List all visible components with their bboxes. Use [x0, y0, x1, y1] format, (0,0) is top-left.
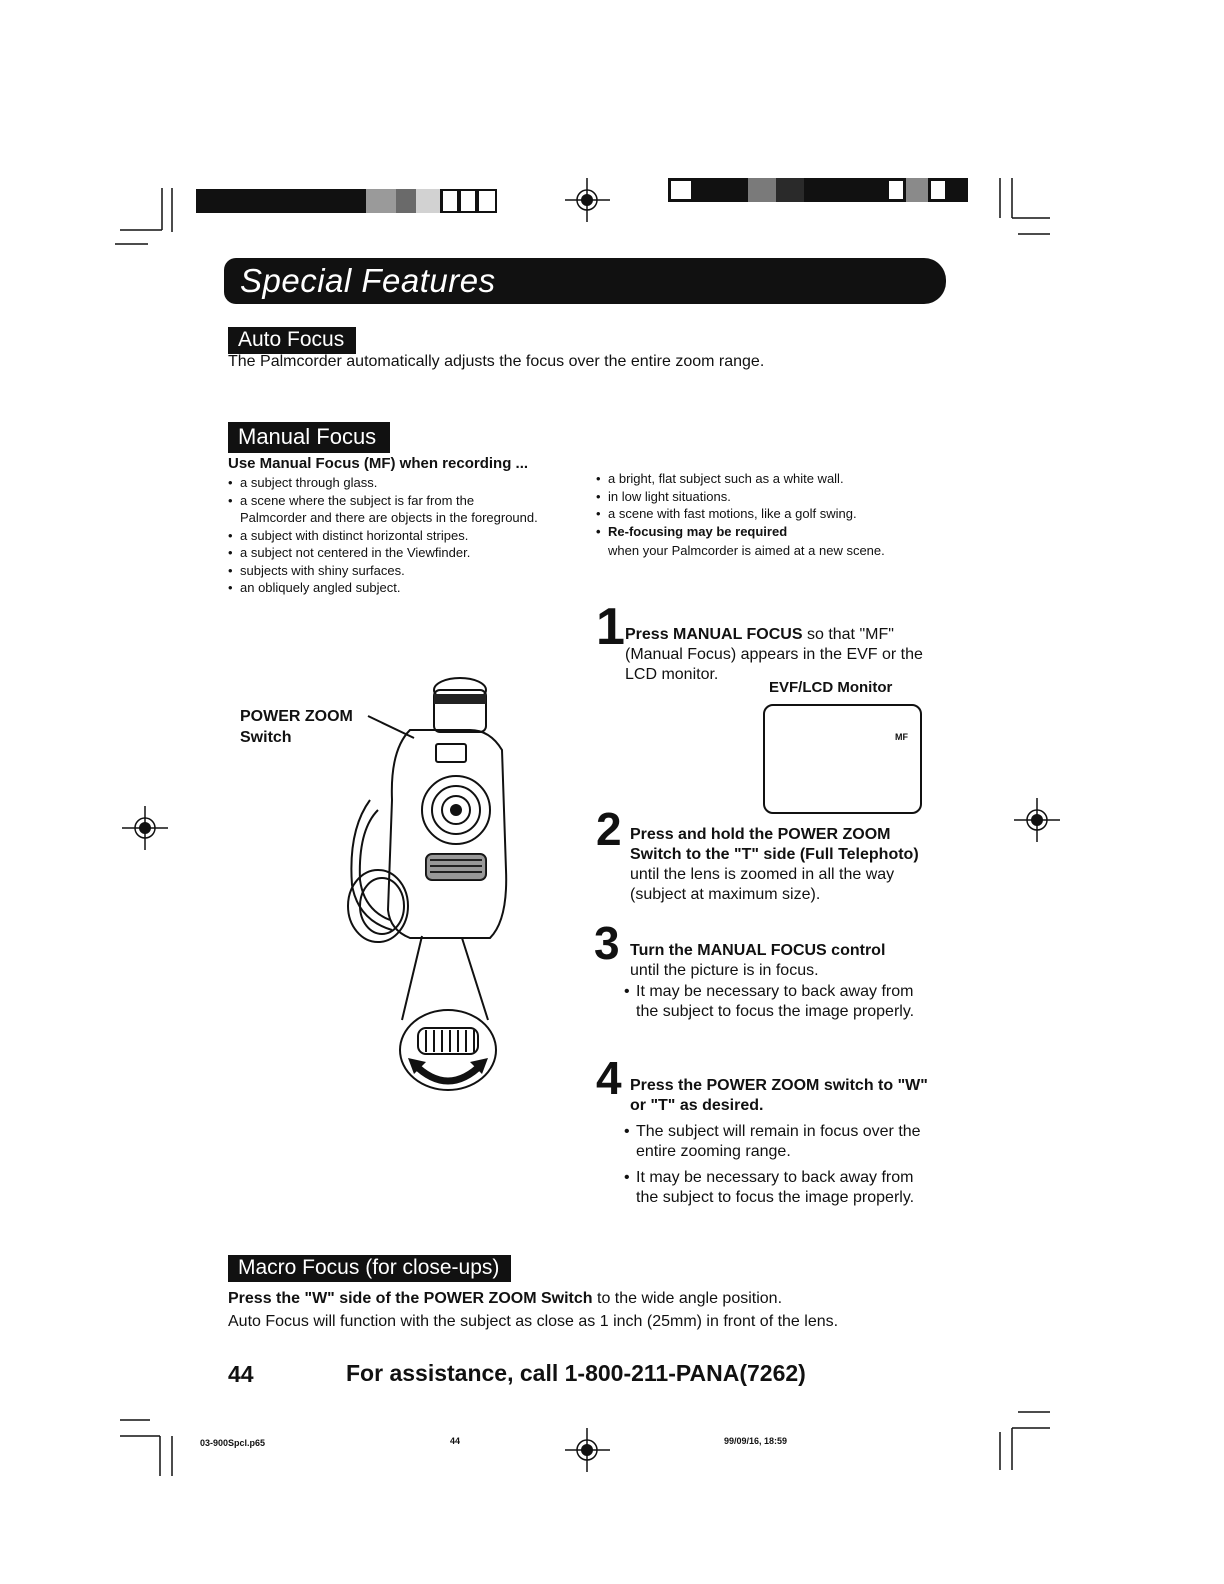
step-1-number: 1	[596, 598, 625, 656]
manual-focus-list-left	[228, 474, 538, 597]
macro-line-1	[228, 1290, 988, 1308]
list-item: • subjects with shiny surfaces.	[228, 562, 538, 580]
list-item: • It may be necessary to back away from the subject to focus the image properly.	[624, 982, 924, 1022]
list-item: • a scene where the subject is far from the Palmcorder and there are objects in the foreground.	[228, 492, 538, 527]
macro-focus-heading: Macro Focus (for close-ups)	[228, 1255, 511, 1282]
list-item: • a subject not centered in the Viewfinder.	[228, 544, 538, 562]
step-4-bullets	[624, 1122, 924, 1208]
list-item: • a subject with distinct horizontal stripes.	[228, 527, 538, 545]
list-item: • in low light situations.	[596, 488, 926, 506]
file-name: 03-900Spcl.p65	[200, 1438, 266, 1448]
monitor-frame	[763, 704, 922, 814]
step-1-rest: so that "MF" (Manual Focus) appears in the EVF or the LCD monitor.	[625, 626, 923, 683]
step-2-rest: until the lens is zoomed in all the way (subject at maximum size).	[630, 866, 895, 903]
print-timestamp: 99/09/16, 18:59	[724, 1436, 788, 1446]
list-item: • It may be necessary to back away from the subject to focus the image properly.	[624, 1168, 924, 1208]
camcorder-illustration	[330, 670, 530, 1110]
step-3-bullets	[624, 982, 924, 1022]
list-item: • a bright, flat subject such as a white wall.	[596, 470, 926, 488]
manual-focus-intro: Use Manual Focus (MF) when recording ...	[228, 455, 529, 472]
list-item: • an obliquely angled subject.	[228, 579, 538, 597]
step-3-number: 3	[594, 917, 620, 969]
step-1-text	[625, 625, 935, 685]
list-item: • a scene with fast motions, like a golf swing.	[596, 505, 926, 523]
file-page: 44	[450, 1436, 461, 1446]
mf-indicator: MF	[895, 732, 908, 742]
power-zoom-label: POWER ZOOM	[240, 708, 353, 725]
assistance-line: For assistance, call 1-800-211-PANA(7262)	[346, 1360, 806, 1386]
step-4-number: 4	[596, 1052, 622, 1104]
list-item: • a subject through glass.	[228, 474, 538, 492]
list-item: • The subject will remain in focus over the entire zooming range.	[624, 1122, 924, 1162]
step-4-bold: Press the POWER ZOOM switch to "W" or "T" as desired.	[630, 1077, 928, 1114]
step-2-bold: Press and hold the POWER ZOOM Switch to the "T" side (Full Telephoto)	[630, 826, 919, 863]
step-3-bold: Turn the MANUAL FOCUS control	[630, 942, 886, 959]
step-2-text	[630, 825, 935, 905]
step-1-bold: Press MANUAL FOCUS	[625, 626, 803, 643]
monitor-label: EVF/LCD Monitor	[769, 679, 893, 696]
step-3-text	[630, 941, 930, 981]
step-3-rest: until the picture is in focus.	[630, 962, 819, 979]
step-2-number: 2	[596, 803, 622, 855]
switch-label: Switch	[240, 729, 292, 746]
manual-focus-list-right	[596, 470, 926, 540]
auto-focus-text: The Palmcorder automatically adjusts the focus over the entire zoom range.	[228, 353, 765, 370]
page-number: 44	[228, 1361, 254, 1387]
macro-line-2: Auto Focus will function with the subject as close as 1 inch (25mm) in front of the lens.	[228, 1313, 839, 1330]
refocus-text: when your Palmcorder is aimed at a new scene.	[608, 543, 885, 558]
macro-bold: Press the "W" side of the POWER ZOOM Switch	[228, 1290, 593, 1307]
manual-focus-heading: Manual Focus	[228, 422, 390, 453]
macro-rest: to the wide angle position.	[592, 1290, 783, 1307]
auto-focus-heading: Auto Focus	[228, 327, 356, 354]
page-title: Special Features	[240, 262, 496, 299]
list-item: • Re-focusing may be required	[596, 523, 926, 541]
